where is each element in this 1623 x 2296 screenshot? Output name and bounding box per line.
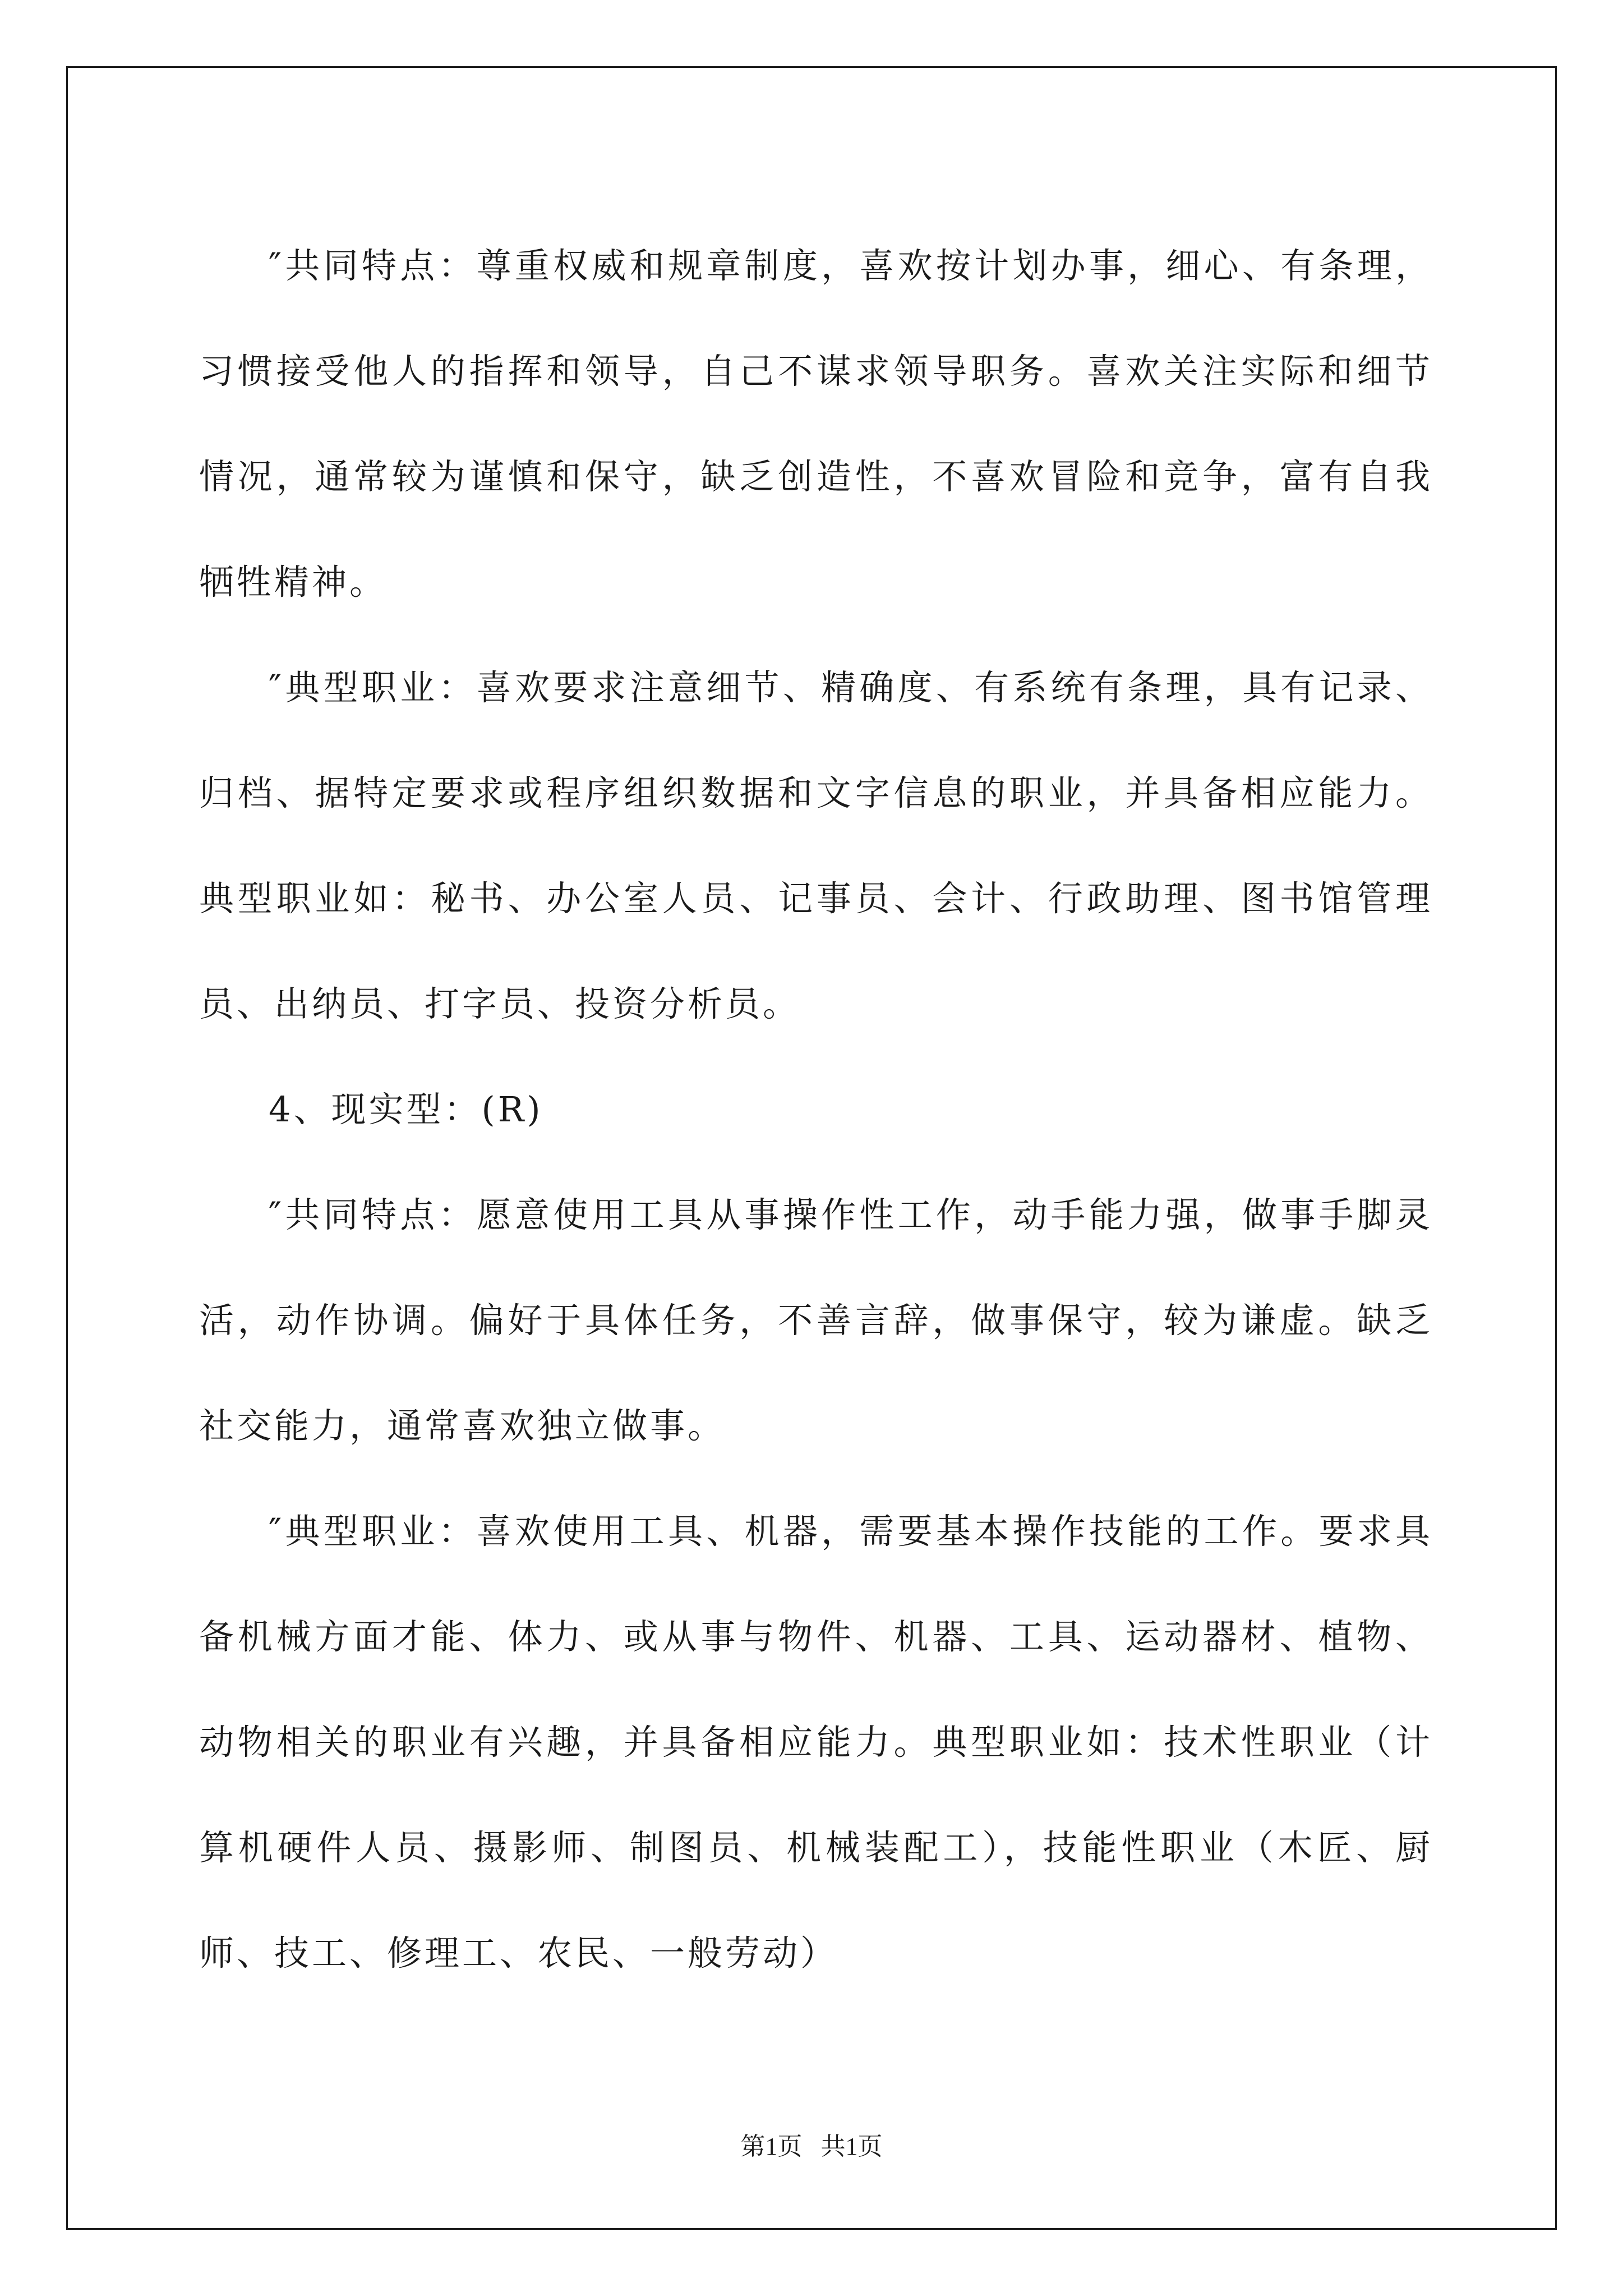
page-footer — [0, 2126, 1623, 2162]
paragraph-realistic-jobs: ″典型职业：喜欢使用工具、机器，需要基本操作技能的工作。要求具备机械方面才能、体力、或从事与物件、机器、工具、运动器材、植物、动物相关的职业有兴趣，并具备相应能力。典型职业如：技术性职业（计算机硬件人员、摄影师、制图员、机械装配工），技能性职业（木匠、厨师、技工、修理工、农民、一般劳动） — [199, 1511, 1433, 1973]
page-total: 共1页 — [820, 2133, 883, 2160]
section-heading-realistic: 4、现实型：(R) — [269, 1089, 543, 1130]
paragraph-conventional-jobs: ″典型职业：喜欢要求注意细节、精确度、有系统有条理，具有记录、归档、据特定要求或程序组织数据和文字信息的职业，并具备相应能力。典型职业如：秘书、办公室人员、记事员、会计、行政助理、图书馆管理员、出纳员、打字员、投资分析员。 — [199, 667, 1433, 1024]
paragraph-realistic-traits: ″共同特点：愿意使用工具从事操作性工作，动手能力强，做事手脚灵活，动作协调。偏好于具体任务，不善言辞，做事保守，较为谦虚。缺乏社交能力，通常喜欢独立做事。 — [199, 1194, 1433, 1446]
page-number: 第1页 — [740, 2133, 803, 2160]
document-body — [199, 213, 1433, 2006]
paragraph-conventional-traits: ″共同特点：尊重权威和规章制度，喜欢按计划办事，细心、有条理，习惯接受他人的指挥和领导，自己不谋求领导职务。喜欢关注实际和细节情况，通常较为谨慎和保守，缺乏创造性，不喜欢冒险和竞争，富有自我牺牲精神。 — [199, 245, 1433, 602]
